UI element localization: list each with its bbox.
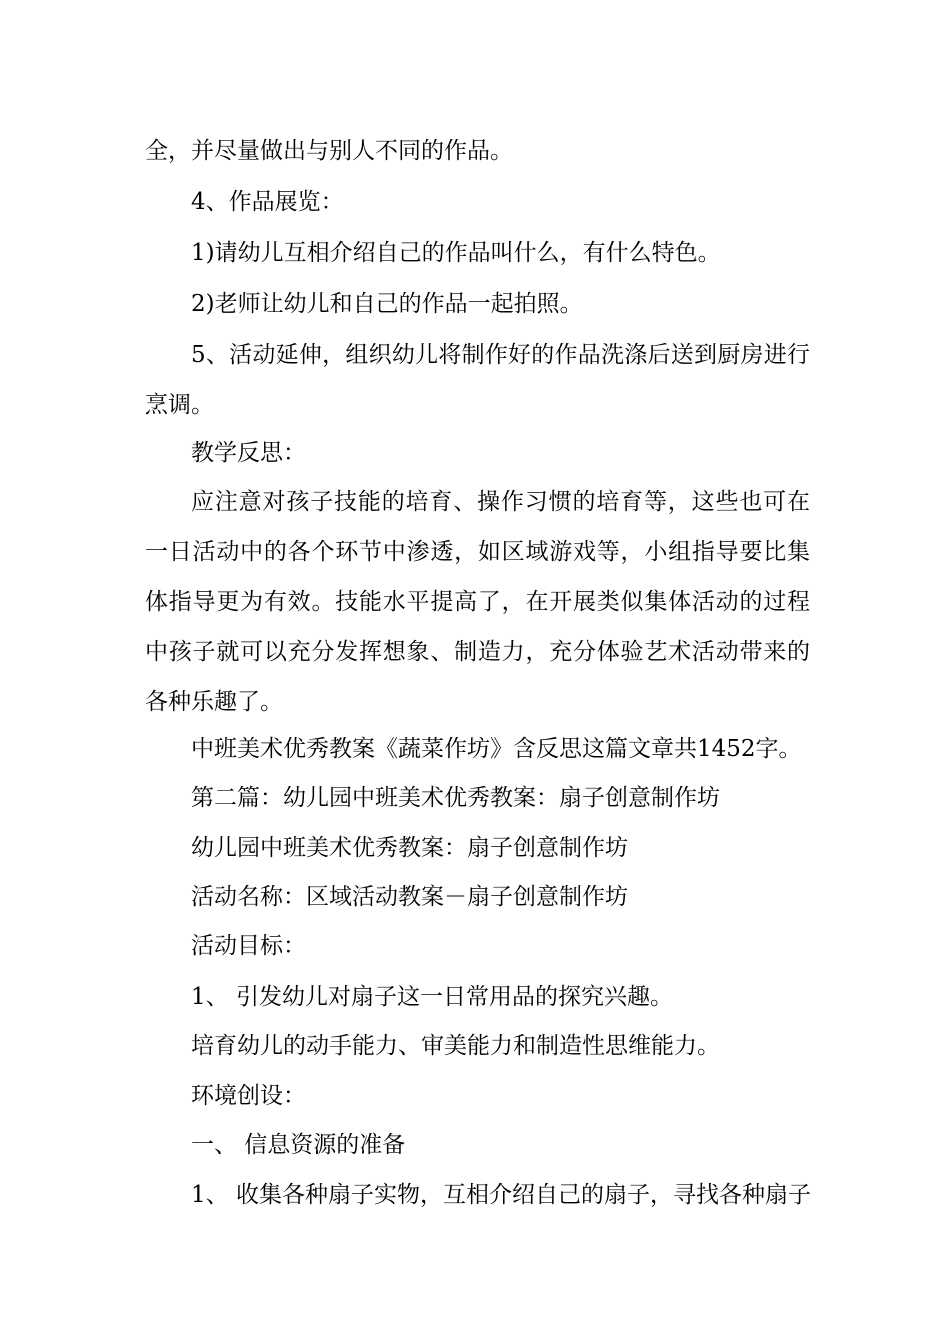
- paragraph-resources-item-1: 1、 收集各种扇子实物，互相介绍自己的扇子，寻找各种扇子: [191, 1182, 811, 1208]
- paragraph-activity-extension: 5、活动延伸，组织幼儿将制作好的作品洗涤后送到厨房进行烹调。: [145, 342, 810, 418]
- paragraph-goal-2: 培育幼儿的动手能力、审美能力和制造性思维能力。: [191, 1033, 720, 1059]
- paragraph-exhibition-item-2: 2)老师让幼儿和自己的作品一起拍照。: [191, 291, 583, 317]
- paragraph-second-article-title: 第二篇：幼儿园中班美术优秀教案：扇子创意制作坊: [191, 785, 720, 811]
- paragraph-continuation: 全，并尽量做出与别人不同的作品。: [145, 138, 513, 164]
- paragraph-activity-name: 活动名称：区域活动教案－扇子创意制作坊: [191, 884, 628, 910]
- paragraph-reflection-heading: 教学反思：: [191, 440, 306, 466]
- paragraph-exhibition-item-1: 1)请幼儿互相介绍自己的作品叫什么，有什么特色。: [191, 240, 721, 266]
- paragraph-goal-1: 1、 引发幼儿对扇子这一日常用品的探究兴趣。: [191, 984, 673, 1010]
- paragraph-exhibition-heading: 4、作品展览：: [191, 189, 344, 215]
- paragraph-reflection-body: 应注意对孩子技能的培育、操作习惯的培育等，这些也可在一日活动中的各个环节中渗透，如区域游戏等，小组指导要比集体指导更为有效。技能水平提高了，在开展类似集体活动的过程中孩子就可以充分发挥想象、制造力，充分体验艺术活动带来的各种乐趣了。: [145, 489, 810, 715]
- paragraph-word-count: 中班美术优秀教案《蔬菜作坊》含反思这篇文章共1452字。: [191, 736, 802, 762]
- paragraph-environment-heading: 环境创设：: [191, 1083, 306, 1109]
- paragraph-resources-heading: 一、 信息资源的准备: [191, 1132, 406, 1158]
- paragraph-lesson-title: 幼儿园中班美术优秀教案：扇子创意制作坊: [191, 835, 628, 861]
- paragraph-goals-heading: 活动目标：: [191, 933, 306, 959]
